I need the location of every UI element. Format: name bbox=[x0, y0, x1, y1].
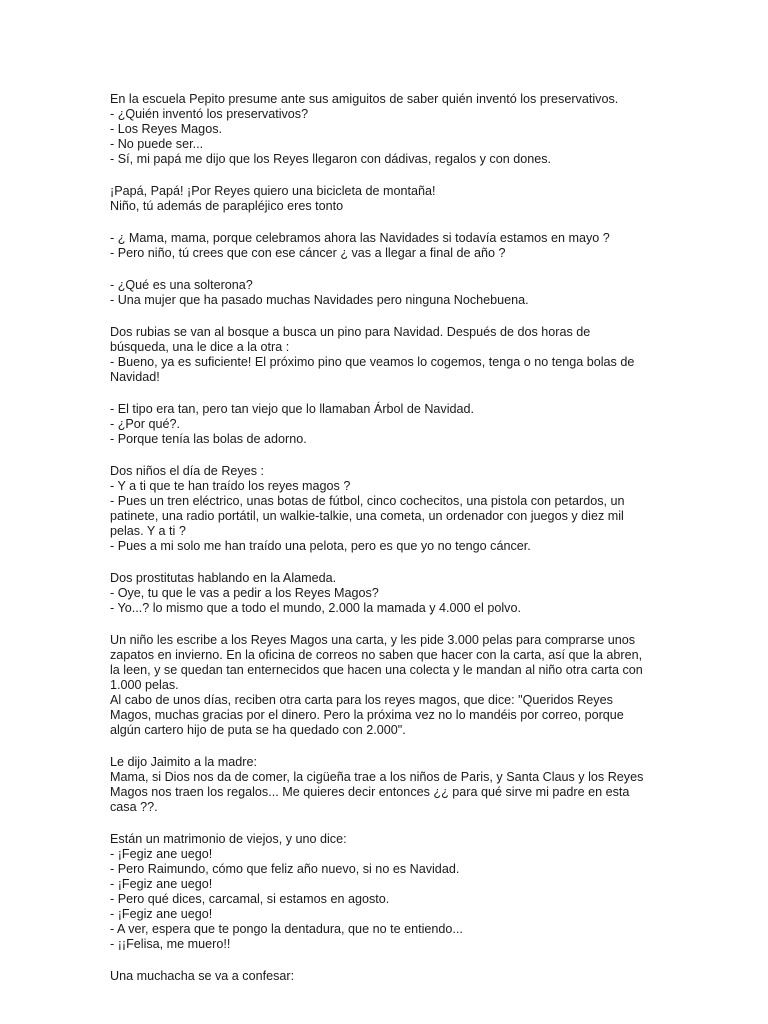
paragraph bbox=[110, 184, 670, 214]
text-line: - Yo...? lo mismo que a todo el mundo, 2.000 la mamada y 4.000 el polvo. bbox=[110, 601, 521, 615]
text-line: - El tipo era tan, pero tan viejo que lo llamaban Árbol de Navidad. bbox=[110, 402, 475, 416]
paragraph bbox=[110, 325, 670, 385]
text-line: - Pues un tren eléctrico, unas botas de fútbol, cinco cochecitos, una pistola con petardos, un bbox=[110, 494, 625, 508]
text-line: En la escuela Pepito presume ante sus amiguitos de saber quién inventó los preservativos. bbox=[110, 92, 619, 106]
text-line: algún cartero hijo de puta se ha quedado con 2.000". bbox=[110, 723, 406, 737]
text-line: - Pues a mi solo me han traído una pelota, pero es que yo no tengo cáncer. bbox=[110, 539, 531, 553]
text-line: Una muchacha se va a confesar: bbox=[110, 969, 295, 983]
text-line: patinete, una radio portátil, un walkie-talkie, una cometa, un ordenador con juegos y diez mil bbox=[110, 509, 624, 523]
paragraph bbox=[110, 278, 670, 308]
text-line: - A ver, espera que te pongo la dentadura, que no te entiendo... bbox=[110, 922, 463, 936]
text-line: - Bueno, ya es suficiente! El próximo pino que veamos lo cogemos, tenga o no tenga bolas de bbox=[110, 355, 635, 369]
text-line: Navidad! bbox=[110, 370, 160, 384]
text-line: - ¿Por qué?. bbox=[110, 417, 180, 431]
paragraph bbox=[110, 571, 670, 616]
text-line: - ¿ Mama, mama, porque celebramos ahora las Navidades si todavía estamos en mayo ? bbox=[110, 231, 610, 245]
paragraph bbox=[110, 755, 670, 815]
text-line: ¡Papá, Papá! ¡Por Reyes quiero una bicicleta de montaña! bbox=[110, 184, 436, 198]
paragraph bbox=[110, 969, 670, 984]
text-line: Dos rubias se van al bosque a busca un pino para Navidad. Después de dos horas de bbox=[110, 325, 591, 339]
text-line: Dos niños el día de Reyes : bbox=[110, 464, 265, 478]
text-line: Mama, si Dios nos da de comer, la cigüeña trae a los niños de Paris, y Santa Claus y los Reyes bbox=[110, 770, 644, 784]
text-line: Al cabo de unos días, reciben otra carta para los reyes magos, que dice: "Queridos Reyes bbox=[110, 693, 613, 707]
text-line: - Porque tenía las bolas de adorno. bbox=[110, 432, 307, 446]
text-line: Niño, tú además de parapléjico eres tonto bbox=[110, 199, 344, 213]
text-line: - Y a ti que te han traído los reyes magos ? bbox=[110, 479, 351, 493]
text-line: - No puede ser... bbox=[110, 137, 204, 151]
text-line: - Pero qué dices, carcamal, si estamos en agosto. bbox=[110, 892, 390, 906]
document-page bbox=[110, 92, 670, 1001]
paragraph bbox=[110, 633, 670, 738]
text-line: - Una mujer que ha pasado muchas Navidades pero ninguna Nochebuena. bbox=[110, 293, 529, 307]
text-line: Dos prostitutas hablando en la Alameda. bbox=[110, 571, 337, 585]
text-line: la leen, y se quedan tan enternecidos que hacen una colecta y le mandan al niño otra carta con bbox=[110, 663, 643, 677]
paragraph bbox=[110, 464, 670, 554]
text-line: Están un matrimonio de viejos, y uno dice: bbox=[110, 832, 347, 846]
text-line: - ¡Fegiz ane uego! bbox=[110, 907, 213, 921]
text-line: - Pero Raimundo, cómo que feliz año nuevo, si no es Navidad. bbox=[110, 862, 460, 876]
text-line: - Pero niño, tú crees que con ese cáncer ¿ vas a llegar a final de año ? bbox=[110, 246, 506, 260]
text-line: - ¡¡Felisa, me muero!! bbox=[110, 937, 231, 951]
text-line: búsqueda, una le dice a la otra : bbox=[110, 340, 290, 354]
text-line: - Los Reyes Magos. bbox=[110, 122, 222, 136]
paragraph bbox=[110, 832, 670, 952]
text-line: Magos, muchas gracias por el dinero. Pero la próxima vez no lo mandéis por correo, porque bbox=[110, 708, 624, 722]
text-line: - ¡Fegiz ane uego! bbox=[110, 877, 213, 891]
text-line: - ¿Quién inventó los preservativos? bbox=[110, 107, 309, 121]
text-line: - ¡Fegiz ane uego! bbox=[110, 847, 213, 861]
paragraph bbox=[110, 402, 670, 447]
text-line: - Sí, mi papá me dijo que los Reyes llegaron con dádivas, regalos y con dones. bbox=[110, 152, 552, 166]
text-line: - ¿Qué es una solterona? bbox=[110, 278, 253, 292]
text-line: casa ??. bbox=[110, 800, 158, 814]
text-line: Le dijo Jaimito a la madre: bbox=[110, 755, 257, 769]
paragraph bbox=[110, 92, 670, 167]
text-line: pelas. Y a ti ? bbox=[110, 524, 186, 538]
paragraph bbox=[110, 231, 670, 261]
text-line: - Oye, tu que le vas a pedir a los Reyes Magos? bbox=[110, 586, 379, 600]
text-line: Magos nos traen los regalos... Me quieres decir entonces ¿¿ para qué sirve mi padre en esta bbox=[110, 785, 630, 799]
text-line: 1.000 pelas. bbox=[110, 678, 179, 692]
text-line: zapatos en invierno. En la oficina de correos no saben que hacer con la carta, así que la abren, bbox=[110, 648, 643, 662]
text-line: Un niño les escribe a los Reyes Magos una carta, y les pide 3.000 pelas para comprarse unos bbox=[110, 633, 636, 647]
